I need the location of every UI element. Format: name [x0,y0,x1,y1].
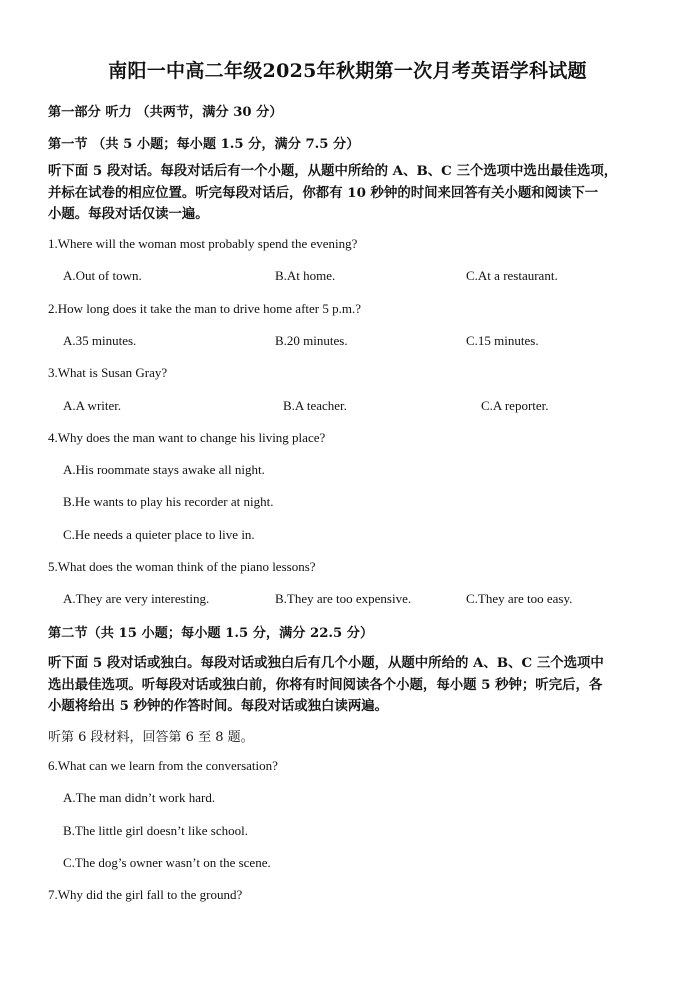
instruction-line: 听下面 5 段对话或独白。每段对话或独白后有几个小题，从题中所给的 A、B、C 三个选项中 [48,655,604,671]
question-4: 4.Why does the man want to change his living place? [48,430,326,445]
q4-option-a: A.His roommate stays awake all night. [63,462,265,477]
q3-option-c: C.A reporter. [481,398,549,413]
instruction-line: 小题。每段对话仅读一遍。 [48,206,209,222]
q5-option-c: C.They are too easy. [466,591,573,606]
question-2: 2.How long does it take the man to drive home after 5 p.m.? [48,301,362,316]
q3-option-b: B.A teacher. [283,398,347,413]
question-3: 3.What is Susan Gray? [48,365,168,380]
q4-option-b: B.He wants to play his recorder at night. [63,494,274,509]
q1-option-b: B.At home. [275,268,336,283]
section2-instructions [48,653,658,718]
q4-option-c: C.He needs a quieter place to live in. [63,527,255,542]
section2-heading: 第二节（共 15 小题；每小题 1.5 分，满分 22.5 分） [48,626,374,641]
q6-option-a: A.The man didn’t work hard. [63,790,216,805]
instruction-line: 选出最佳选项。听每段对话或独白前，你将有时间阅读各个小题，每小题 5 秒钟；听完后，各 [48,676,603,693]
q6-option-b: B.The little girl doesn’t like school. [63,823,248,838]
instruction-line: 小题将给出 5 秒钟的作答时间。每段对话或独白读两遍。 [48,698,389,714]
question-5: 5.What does the woman think of the piano lessons? [48,559,316,574]
q3-option-a: A.A writer. [63,398,122,413]
q1-option-c: C.At a restaurant. [466,268,558,283]
instruction-line: 听下面 5 段对话。每段对话后有一个小题，从题中所给的 A、B、C 三个选项中选出最佳选项， [48,163,618,179]
question-6: 6.What can we learn from the conversation? [48,758,278,773]
q5-option-b: B.They are too expensive. [275,591,412,606]
question-7: 7.Why did the girl fall to the ground? [48,887,243,902]
q5-option-a: A.They are very interesting. [63,591,210,606]
q2-option-a: A.35 minutes. [63,333,137,348]
q2-option-c: C.15 minutes. [466,333,539,348]
question-1: 1.Where will the woman most probably spend the evening? [48,236,358,251]
q2-option-b: B.20 minutes. [275,333,348,348]
material-note: 听第 6 段材料，回答第 6 至 8 题。 [48,730,254,745]
instruction-line: 并标在试卷的相应位置。听完每段对话后，你都有 10 秒钟的时间来回答有关小题和阅读下一 [48,184,599,201]
exam-title: 南阳一中高二年级2025年秋期第一次月考英语学科试题 [108,60,587,82]
q6-option-c: C.The dog’s owner wasn’t on the scene. [63,855,271,870]
section1-instructions [48,161,658,226]
part1-heading: 第一部分 听力 （共两节，满分 30 分） [48,105,283,120]
section1-heading: 第一节 （共 5 小题；每小题 1.5 分，满分 7.5 分） [48,137,360,152]
q1-option-a: A.Out of town. [63,268,142,283]
